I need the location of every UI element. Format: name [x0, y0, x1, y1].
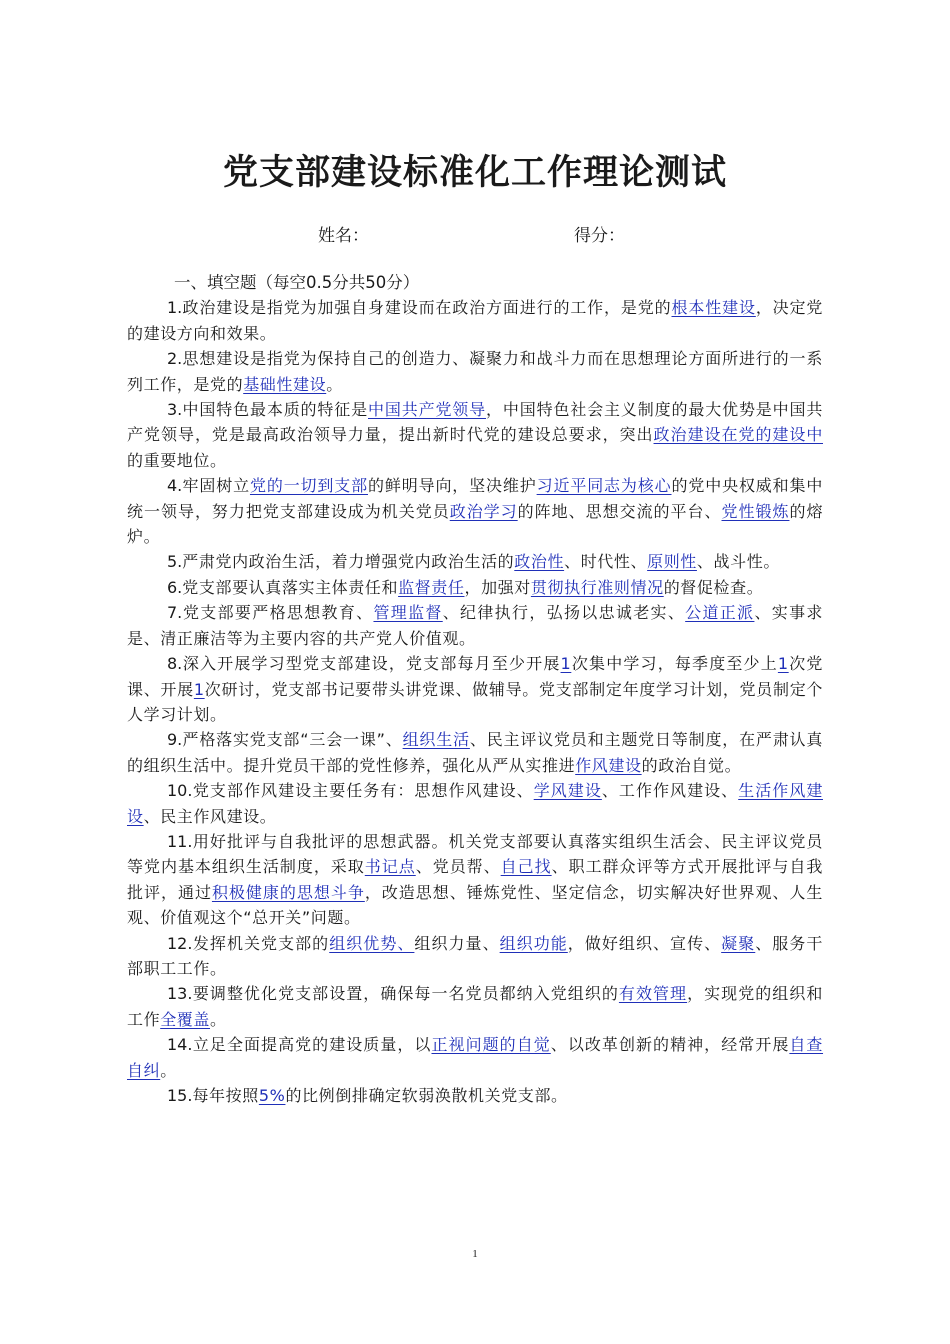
question-text: 的鲜明导向，坚决维护	[368, 476, 537, 496]
question-text: 的比例倒排确定软弱涣散机关党支部。	[285, 1086, 568, 1105]
question-text: 、战斗性。	[696, 552, 780, 572]
question-text: 、工作作风建设、	[601, 781, 739, 801]
question-text: 发挥机关党支部的	[192, 933, 330, 953]
answer-blank: 政治性	[514, 552, 565, 572]
question-list	[127, 295, 823, 1108]
name-score-row	[0, 222, 950, 250]
question-text: 中国特色最本质的特征是	[182, 400, 368, 420]
answer-blank: 党的一切到支部	[249, 476, 368, 496]
question-number: 15.	[167, 1086, 193, 1105]
question-text: 严格落实党支部“三会一课”、	[182, 730, 403, 750]
score-label: 得分：	[574, 226, 625, 246]
answer-blank: 政治建设在党的建设中	[653, 425, 823, 445]
question-item	[127, 575, 823, 600]
question-number: 14.	[167, 1035, 193, 1055]
question-text: 立足全面提高党的建设质量，以	[192, 1035, 432, 1055]
answer-blank: 中国共产党领导	[368, 400, 487, 420]
question-text: 党支部作风建设主要任务有：思想作风建设、	[192, 781, 534, 801]
question-text: 的政治自觉。	[641, 755, 742, 775]
question-number: 13.	[167, 984, 193, 1004]
question-text: 的督促检查。	[663, 577, 764, 597]
question-item	[127, 829, 823, 931]
question-text: ，中国特色社会主义制度的最大优势是中国共产党领导，党是最高政治领导力量，提出新时代党的建设总要求，突出	[127, 400, 823, 445]
answer-blank: 贯彻执行准则情况	[530, 577, 664, 597]
answer-blank: 原则性	[647, 552, 697, 572]
question-text: 、纪律执行，弘扬以忠诚老实、	[442, 603, 686, 623]
question-number: 1.	[167, 298, 183, 318]
question-item	[127, 1032, 823, 1083]
answer-blank: 全覆盖	[160, 1009, 211, 1029]
question-text: 的熔炉。	[127, 501, 824, 547]
question-item	[127, 549, 823, 574]
answer-blank: 5%	[258, 1086, 286, 1105]
question-text: ，加强对	[464, 577, 531, 597]
answer-blank: 政治学习	[449, 501, 518, 521]
answer-blank: 组织生活	[402, 730, 470, 750]
question-text: 用好批评与自我批评的思想武器。机关党支部要认真落实组织生活会、民主评议党员等党内基本组织生活制度，采取	[127, 831, 823, 877]
question-text: 、民主作风建设。	[143, 806, 277, 826]
answer-blank: 管理监督	[373, 603, 443, 623]
answer-blank: 习近平同志为核心	[536, 476, 672, 496]
answer-blank: 监督责任	[398, 577, 465, 597]
question-text: 、时代性、	[564, 552, 648, 572]
question-text: 党支部要认真落实主体责任和	[182, 577, 399, 597]
question-text: 次集中学习，每季度至少上	[571, 654, 778, 674]
question-item	[127, 981, 823, 1032]
question-text: ，改造思想、锤炼党性、坚定信念，切实解决好世界观、人生观、价值观这个“总开关”问题。	[127, 882, 824, 928]
question-number: 6.	[167, 577, 183, 597]
answer-blank: 组织优势、	[329, 933, 415, 953]
question-text: 的重要地位。	[127, 450, 227, 470]
answer-blank: 公道正派	[685, 603, 755, 623]
answer-blank: 凝聚	[721, 933, 756, 953]
question-item	[127, 600, 823, 651]
answer-blank: 学风建设	[533, 781, 602, 801]
answer-blank: 组织功能	[499, 933, 568, 953]
question-text: 严肃党内政治生活，着力增强党内政治生活的	[182, 552, 515, 572]
question-text: 组织力量、	[414, 933, 500, 953]
question-text: 的党中央权威和集中统一领导，努力把党支部建设成为机关党员	[127, 476, 823, 521]
question-item	[127, 651, 823, 727]
question-item	[127, 346, 823, 397]
answer-blank: 积极健康的思想斗争	[211, 882, 365, 902]
answer-blank: 作风建设	[575, 755, 642, 775]
question-text: 。	[160, 1060, 177, 1080]
question-item	[127, 397, 823, 473]
question-item	[127, 727, 823, 778]
question-text: 思想建设是指党为保持自己的创造力、凝聚力和战斗力而在思想理论方面所进行的一系列工作，是党的	[127, 349, 823, 394]
answer-blank: 正视问题的自觉	[431, 1035, 551, 1055]
answer-blank: 自查自纠	[127, 1035, 824, 1080]
document-body	[127, 270, 823, 1108]
answer-blank: 自己找	[500, 857, 552, 877]
answer-blank: 1	[777, 654, 789, 674]
question-text: 、职工群众评等方式开展批评与自我批评，通过	[127, 857, 823, 902]
question-text: 、以改革创新的精神，经常开展	[550, 1035, 790, 1055]
question-text: ，实现党的组织和工作	[127, 984, 823, 1029]
question-item	[127, 1083, 823, 1108]
answer-blank: 生活作风建设	[127, 781, 823, 826]
question-text: 深入开展学习型党支部建设，党支部每月至少开展	[182, 654, 561, 674]
answer-blank: 有效管理	[618, 984, 688, 1004]
question-text: 次研讨，党支部书记要带头讲党课、做辅导。党支部制定年度学习计划，党员制定个人学习计划。	[127, 679, 824, 724]
question-number: 3.	[167, 400, 183, 420]
question-number: 8.	[167, 654, 183, 674]
question-text: ，做好组织、宣传、	[567, 933, 722, 953]
question-number: 7.	[167, 603, 183, 623]
question-text: 牢固树立	[182, 476, 250, 496]
question-text: 。	[210, 1009, 227, 1029]
answer-blank: 书记点	[364, 857, 416, 877]
answer-blank: 1	[560, 654, 572, 674]
question-text: 政治建设是指党为加强自身建设而在政治方面进行的工作，是党的	[182, 298, 672, 318]
question-text: 要调整优化党支部设置，确保每一名党员都纳入党组织的	[192, 984, 619, 1004]
question-item	[127, 778, 823, 829]
answer-blank: 根本性建设	[671, 298, 756, 318]
question-text: 次党课、开展	[127, 654, 824, 699]
question-item	[127, 931, 823, 982]
name-label: 姓名：	[318, 226, 369, 246]
answer-blank: 1	[193, 679, 205, 699]
question-number: 4.	[167, 476, 183, 496]
section-heading: 一、填空题（每空0.5分共50分）	[174, 273, 420, 292]
question-number: 10.	[167, 781, 193, 801]
question-text: ，决定党的建设方向和效果。	[127, 298, 823, 343]
question-number: 9.	[167, 730, 183, 750]
page-title: 党支部建设标准化工作理论测试	[222, 152, 727, 193]
question-number: 12.	[167, 933, 193, 953]
answer-blank: 基础性建设	[243, 374, 327, 394]
page-number: 1	[472, 1248, 478, 1260]
question-number: 2.	[167, 349, 183, 369]
question-text: 、服务干部职工工作。	[127, 933, 823, 978]
question-text: 、民主评议党员和主题党日等制度，在严肃认真的组织生活中。提升党员干部的党性修养，强化从严从实推进	[127, 730, 823, 775]
question-text: 每年按照	[192, 1086, 259, 1105]
question-item	[127, 473, 823, 549]
question-item	[127, 295, 823, 346]
answer-blank: 党性锻炼	[721, 501, 790, 521]
question-text: 党支部要严格思想教育、	[182, 603, 374, 623]
question-number: 5.	[167, 552, 183, 572]
question-text: 、实事求是、清正廉洁等为主要内容的共产党人价值观。	[127, 603, 823, 648]
question-number: 11.	[167, 831, 193, 851]
question-text: 的阵地、思想交流的平台、	[517, 501, 722, 521]
question-text: 、党员帮、	[415, 857, 501, 877]
question-text: 。	[326, 374, 343, 394]
